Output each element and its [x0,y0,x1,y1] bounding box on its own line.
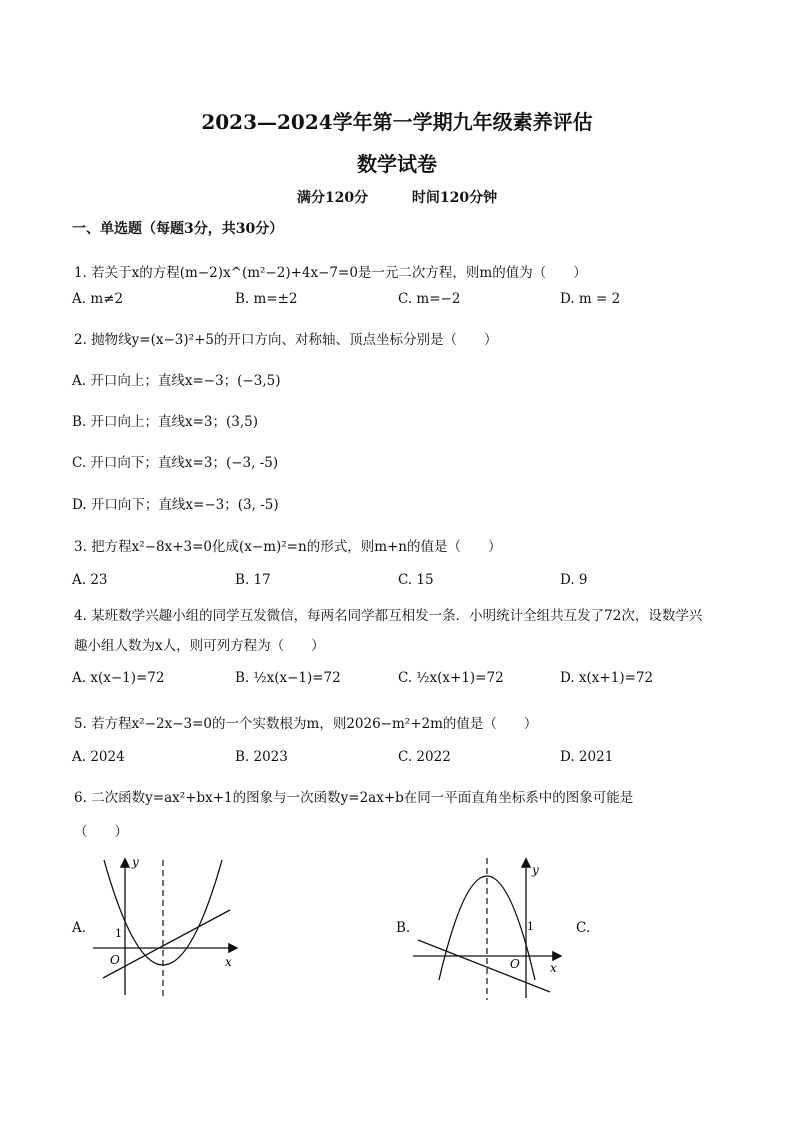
question-5-stem: 5. 若方程x²−2x−3=0的一个实数根为m，则2026−m²+2m的值是（ ） [74,716,538,732]
exam-info [0,187,794,207]
q5-option-b: B. 2023 [235,749,288,765]
x-label: x [225,955,232,969]
q4-option-c: C. ½x(x+1)=72 [398,670,504,686]
question-1-stem: 1. 若关于x的方程(m−2)x^(m²−2)+4x−7=0是一元二次方程，则m的值为（ ） [74,265,587,281]
question-3-stem: 3. 把方程x²−8x+3=0化成(x−m)²=n的形式，则m+n的值是（ ） [74,539,502,555]
q1-option-d: D. m = 2 [560,291,621,307]
q5-option-c: C. 2022 [398,749,451,765]
exam-title: 2023—2024学年第一学期九年级素养评估 [201,110,593,134]
score-info: 满分120分 [296,190,369,206]
q6-option-a-label: A. [72,920,87,936]
question-6-stem-line1: 6. 二次函数y=ax²+bx+1的图象与一次函数y=2ax+b在同一平面直角坐标系中的图象可能是 [74,790,634,806]
exam-subtitle: 数学试卷 [357,152,437,176]
q1-option-b: B. m=±2 [235,291,298,307]
q3-option-c: C. 15 [398,572,434,588]
q2-option-a: A. 开口向上；直线x=−3；(−3,5) [72,373,281,389]
q4-option-b: B. ½x(x−1)=72 [235,670,341,686]
q4-option-d: D. x(x+1)=72 [560,670,654,686]
q3-option-d: D. 9 [560,572,588,588]
question-4-stem-line1: 4. 某班数学兴趣小组的同学互发微信，每两名同学都互相发一条．小明统计全组共互发了72次，设数学兴 [74,608,703,624]
q6-option-b-label: B. [396,920,411,936]
x-label: x [550,961,557,975]
straight-line [418,940,550,992]
one-label: 1 [115,927,122,940]
question-4-stem-line2: 趣小组人数为x人，则可列方程为（ ） [74,638,325,654]
graph-b [408,850,568,1005]
q2-option-d: D. 开口向下；直线x=−3；(3, -5) [72,497,279,513]
origin-label: O [510,957,520,971]
y-label: y [532,863,539,877]
q4-option-a: A. x(x−1)=72 [72,670,165,686]
q5-option-d: D. 2021 [560,749,614,765]
q3-option-a: A. 23 [72,572,108,588]
q5-option-a: A. 2024 [72,749,125,765]
time-info: 时间120分钟 [411,190,498,206]
q2-option-c: C. 开口向下；直线x=3；(−3, -5) [72,455,279,471]
straight-line [103,910,230,978]
q1-option-c: C. m=−2 [398,291,461,307]
q2-option-b: B. 开口向上；直线x=3；(3,5) [72,414,259,430]
q1-option-a: A. m≠2 [72,291,124,307]
q6-option-c-label: C. [576,920,591,936]
question-6-stem-line2: （ ） [74,824,128,840]
one-label: 1 [527,920,534,933]
y-label: y [132,855,139,869]
origin-label: O [110,953,120,967]
q3-option-b: B. 17 [235,572,271,588]
graph-a [88,850,248,1005]
question-2-stem: 2. 抛物线y=(x−3)²+5的开口方向、对称轴、顶点坐标分别是（ ） [74,332,498,348]
section-heading: 一、单选题（每题3分，共30分） [72,221,284,237]
